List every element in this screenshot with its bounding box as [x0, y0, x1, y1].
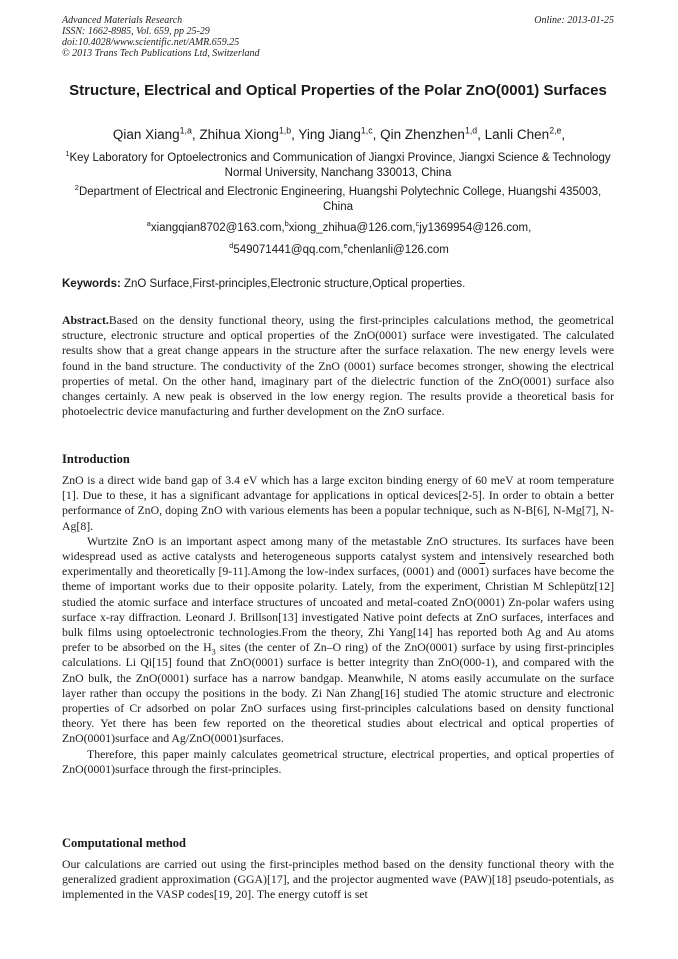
- doi: doi:10.4028/www.scientific.net/AMR.659.25: [62, 37, 240, 48]
- affiliation-1: [62, 151, 614, 181]
- author-name: Zhihua Xiong: [199, 127, 279, 142]
- email-link[interactable]: 549071441@qq.com,: [233, 244, 344, 256]
- email-sup: b: [284, 219, 289, 229]
- subscript: 3: [211, 647, 216, 657]
- affiliation-text: Key Laboratory for Optoelectronics and Communication of Jiangxi Province, Jiangxi Science & Technology Normal University, Nanchang 330013, China: [69, 152, 611, 179]
- author-list: Qian Xiang$^{1,a}$, Zhihua Xiong$^{1,b}$, Ying Jiang$^{1,c}$, Qin Zhenzhen$^{1,d}$, Lanli Chen$^{2,e}$,: [112, 125, 566, 142]
- author-sup: 1,c: [360, 125, 373, 136]
- email-sup: e: [343, 241, 348, 251]
- author-name: Lanli Chen: [484, 127, 550, 142]
- author-sup: 2,e: [549, 125, 562, 136]
- journal-header: [62, 15, 260, 59]
- email-link[interactable]: xiong_zhihua@126.com,: [288, 222, 416, 234]
- introduction-body: [62, 473, 614, 777]
- email-link[interactable]: jy1369954@126.com,: [419, 222, 532, 234]
- email-sup: a: [146, 219, 151, 229]
- journal-name: Advanced Materials Research: [62, 15, 183, 26]
- keywords-label: Keywords:: [62, 278, 121, 290]
- introduction-heading: Introduction: [62, 452, 130, 466]
- abstract-paragraph: [62, 313, 614, 419]
- author-name: Qin Zhenzhen: [380, 127, 465, 142]
- affiliation-sup: 2: [74, 183, 79, 193]
- keywords: [62, 277, 614, 292]
- overbar-digit: 1: [479, 564, 486, 579]
- copyright: © 2013 Trans Tech Publications Ltd, Switzerland: [62, 48, 260, 59]
- intro-paragraph-2: [62, 534, 614, 747]
- intro-p2-part-a: Wurtzite ZnO is an important aspect among many of the metastable ZnO structures. Its surfaces have been widespread used as active catalysts and heterogeneous supports catalyst system and intensively researched both experimentally and theoretically [9-11].Among the low-index surfaces, (0001) and (000: [62, 533, 614, 579]
- online-date: Online: 2013-01-25: [534, 15, 614, 26]
- email-line-1: [40, 221, 638, 236]
- email-sup: c: [415, 219, 420, 229]
- keywords-text: ZnO Surface,First-principles,Electronic structure,Optical properties.: [124, 278, 466, 290]
- affiliation-sup: 1: [65, 149, 70, 159]
- abstract-text: Based on the density functional theory, using the first-principles calculations method, the geometrical structure, electronic structure and optical properties of the ZnO(0001) surface were investigated. The calculated results show that a great change appears in the structure after the surface relaxation. The new energy levels were found in the band structure. The conductivity of the ZnO (0001) surface becomes stronger, showing the electrical properties of metal. On the other hand, imaginary part of the dielectric function of the ZnO(0001) surface also changes certainly. A new peak is observed in the low energy region. The results provide a theoretical basis for photoelectric device manufacturing and further development on the ZnO surface.: [62, 313, 614, 419]
- computational-heading: Computational method: [62, 836, 186, 850]
- computational-body: [62, 857, 614, 903]
- email-link[interactable]: chenlanli@126.com: [347, 244, 449, 256]
- intro-paragraph-1: ZnO is a direct wide band gap of 3.4 eV which has a large exciton binding energy of 60 meV at room temperature [1]. Due to these, it has a significant advantage for applications in optical devices[2-5]. In order to obtain a better performance of ZnO, doping ZnO with various elements has been a popular technique, such as N-B[6], N-Mg[7], N-Ag[8].: [62, 473, 614, 533]
- email-link[interactable]: xiangqian8702@163.com,: [150, 222, 285, 234]
- abstract-label: Abstract.: [62, 313, 109, 327]
- author-name: Ying Jiang: [298, 127, 361, 142]
- author-sup: 1,b: [278, 125, 292, 136]
- email-sup: d: [229, 241, 234, 251]
- comp-paragraph-1: Our calculations are carried out using the first-principles method based on the density functional theory with the generalized gradient approximation (GGA)[17], and the projector augmented wave (PAW)[18] pseudo-potentials, as implemented in the VASP codes[19, 20]. The energy cutoff is set: [62, 857, 614, 902]
- intro-p2-part-c: sites (the center of Zn–O ring) of the ZnO(0001) surface by using first-principles calculations. Li Qi[15] found that ZnO(0001) surface is better integrity than ZnO(000-1), and compared with the ZnO bulk, the ZnO(0001) surface has a narrow bandgap. Meanwhile, N atoms easily accumulate on the surface layer rather than occupy the positions in the body. Zi Nan Zhang[16] studied The atomic structure and electronic properties of Cr adsorbed on polar ZnO surfaces using first-principles calculations based on density functional theory. Yet there has been few reported on the theoretical studies about electrical and optical properties of ZnO(0001)surface and Ag/ZnO(0001)surfaces.: [62, 640, 614, 746]
- intro-p2-part-b: ) surfaces have become the theme of important works due to their opposite polarity. Lately, from the experiment, Christian M Schlepütz[12] studied the atomic surface and interface structures of uncoated and metal-coated ZnO(0001) Zn-polar wafers using surface x-ray diffraction. Leonard J. Brillson[13] investigated Native point defects at ZnO surfaces, interfaces and bulk films using optoelectronic technologies.From the theory, Zhi Yang[14] has reported both Ag and Au atoms prefer to be absorbed on the H: [62, 564, 614, 655]
- abstract: [62, 313, 614, 419]
- author-sup: 1,d: [464, 125, 478, 136]
- affiliation-2: [62, 185, 614, 215]
- email-line-2: [40, 243, 638, 258]
- paper-title: Structure, Electrical and Optical Properties of the Polar ZnO(0001) Surfaces: [69, 82, 607, 99]
- author-name: Qian Xiang: [112, 127, 180, 142]
- intro-paragraph-3: Therefore, this paper mainly calculates geometrical structure, electrical properties, and optical properties of ZnO(0001)surface through the first-principles.: [62, 746, 614, 776]
- issn: ISSN: 1662-8985, Vol. 659, pp 25-29: [62, 26, 210, 37]
- author-sup: 1,a: [179, 125, 192, 136]
- affiliation-text: Department of Electrical and Electronic Engineering, Huangshi Polytechnic College, Huangshi 435003, China: [78, 186, 602, 213]
